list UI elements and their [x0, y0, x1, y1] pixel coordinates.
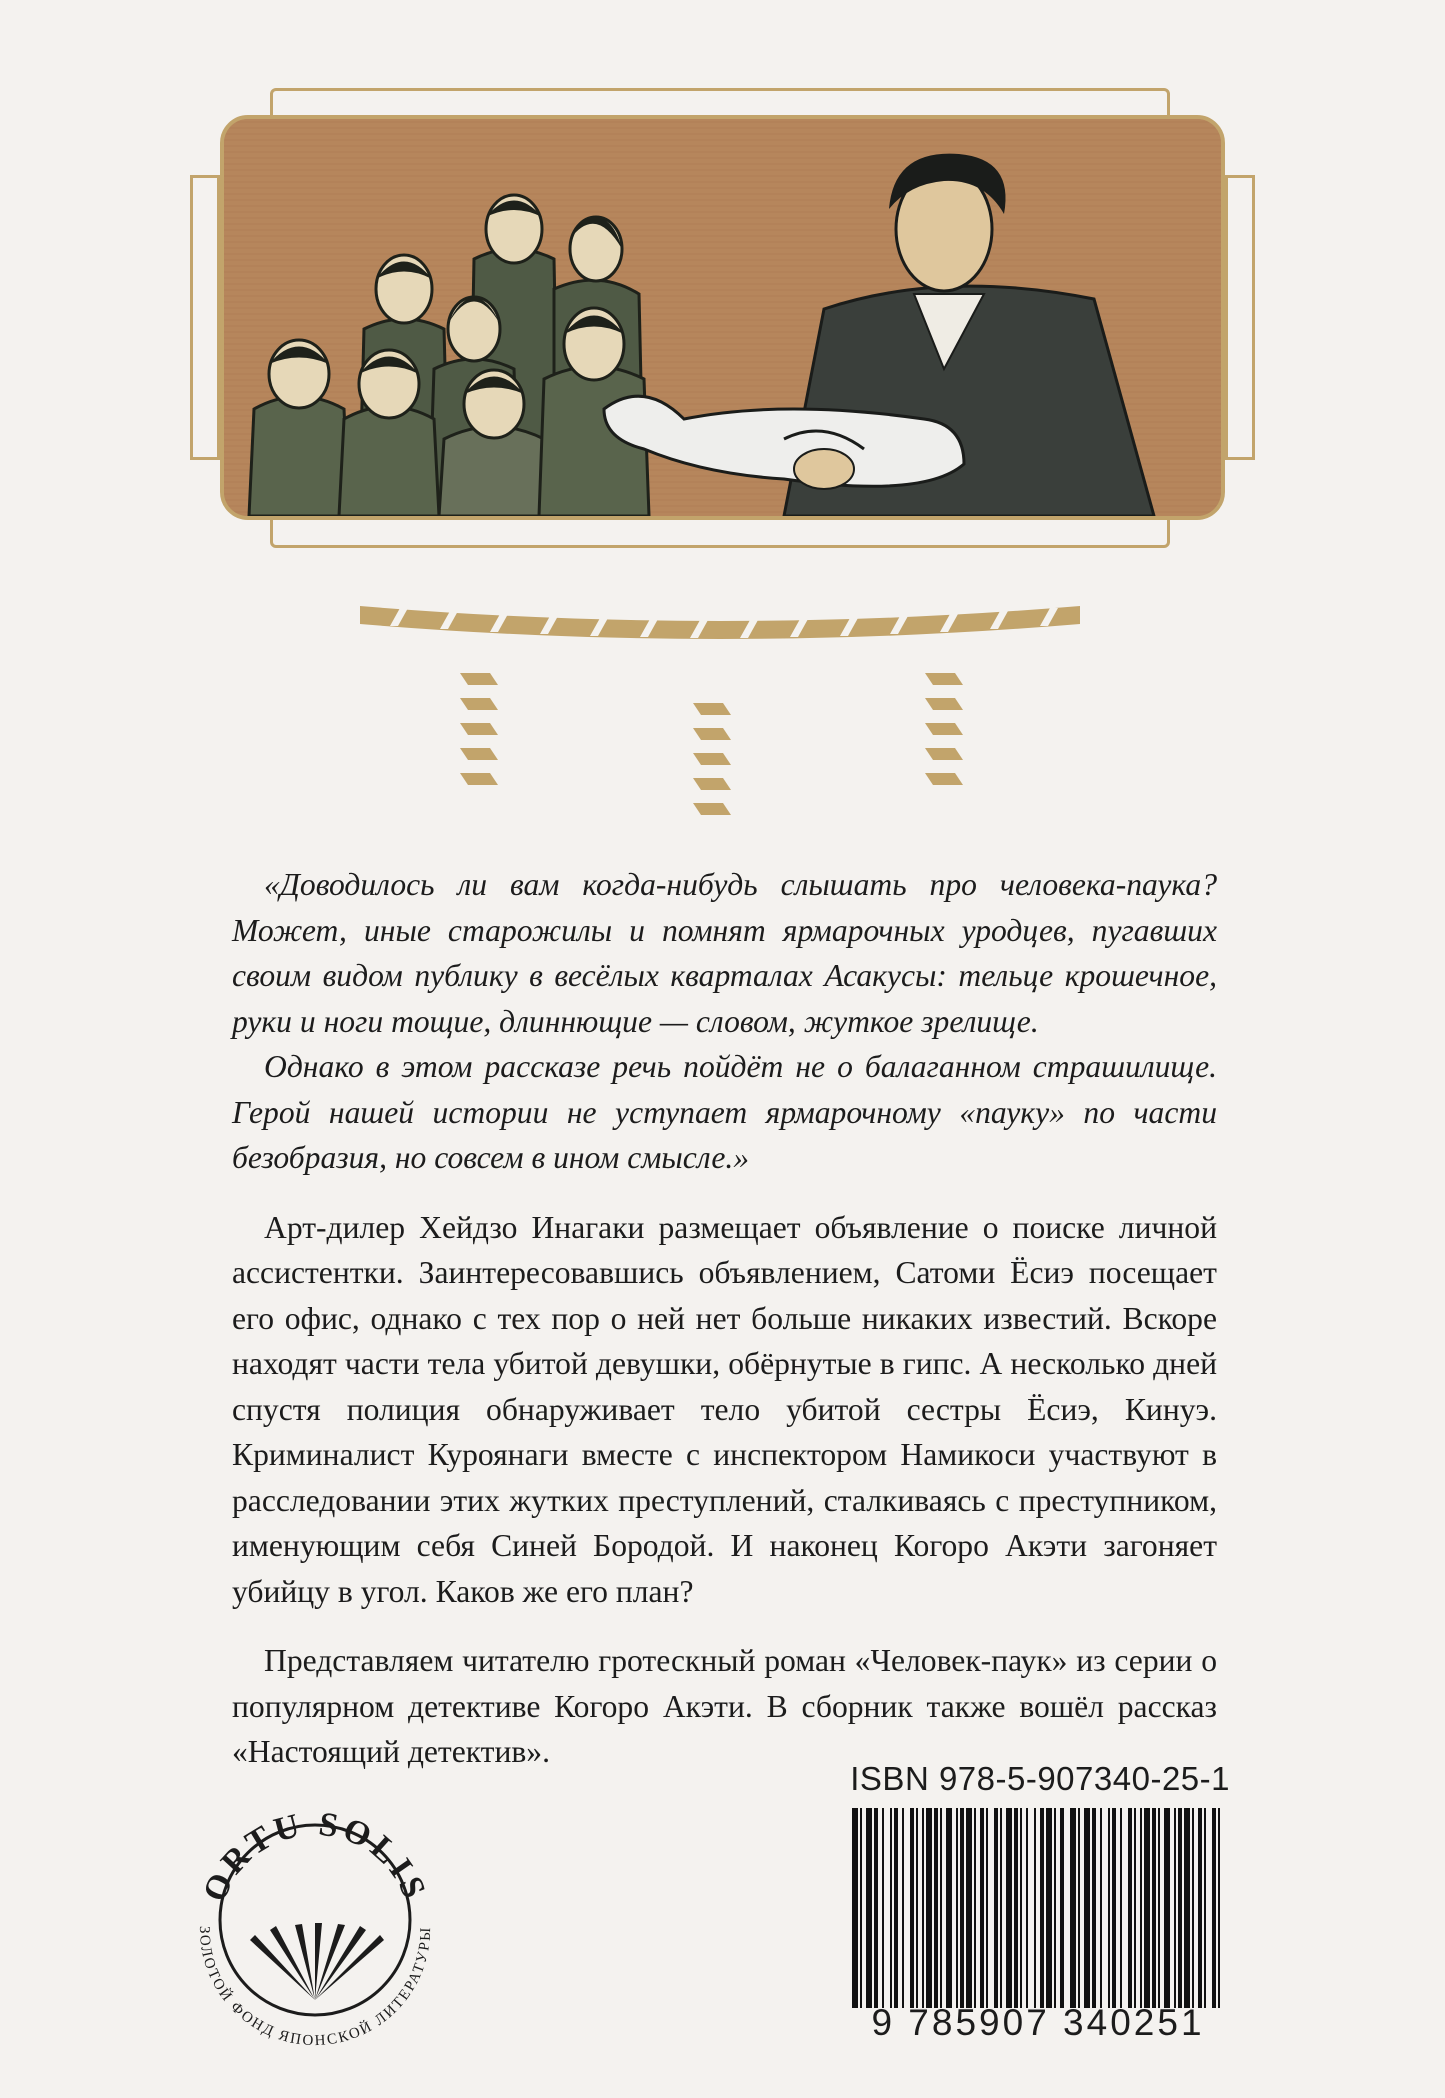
barcode-bar: [1192, 1808, 1194, 2008]
logo-series: ЗОЛОТОЙ ФОНД ЯПОНСКОЙ ЛИТЕРАТУРЫ: [195, 1925, 435, 2050]
barcode-bar: [980, 1808, 984, 2008]
back-cover-text: [232, 862, 1217, 1775]
barcode-bar: [1040, 1808, 1044, 2008]
frame-ear-left: [190, 175, 220, 460]
barcode-bar: [1120, 1808, 1122, 2008]
barcode-bar: [1054, 1808, 1056, 2008]
barcode-bar: [1006, 1808, 1012, 2008]
shide-left: [460, 673, 498, 785]
barcode-bar: [874, 1808, 878, 2008]
shide-center: [693, 703, 731, 815]
barcode-bar: [1060, 1808, 1064, 2008]
barcode-bar: [960, 1808, 964, 2008]
barcode-bar: [974, 1808, 976, 2008]
barcode-bar: [1000, 1808, 1002, 2008]
barcode-bar: [1084, 1808, 1090, 2008]
barcode-bar: [994, 1808, 998, 2008]
shide-right: [925, 673, 963, 785]
barcode-bar: [1014, 1808, 1018, 2008]
barcode-bar: [926, 1808, 932, 2008]
barcode-bar: [934, 1808, 938, 2008]
rope-ornament: [360, 598, 1080, 818]
quote-paragraph-2: Однако в этом рассказе речь пойдёт не о балаганном страшилище. Герой нашей истории не уступает ярмарочному «пауку» по части безобразия, но совсем в ином смысле.»: [232, 1049, 1217, 1175]
barcode-bar: [922, 1808, 924, 2008]
barcode-bar: [946, 1808, 952, 2008]
barcode-bar: [1026, 1808, 1028, 2008]
barcode-bar: [1144, 1808, 1150, 2008]
barcode-bar: [902, 1808, 904, 2008]
barcode-bar: [1034, 1808, 1036, 2008]
blurb-paragraph: Представляем читателю гротескный роман «Человек-паук» из серии о популярном детективе Когоро Акэти. В сборник также вошёл рассказ «Настоящий детектив».: [232, 1643, 1217, 1769]
synopsis-paragraph: Арт-дилер Хейдзо Инагаки размещает объявление о поиске личной ассистентки. Заинтересовавшись объявлением, Сатоми Ёсиэ посещает его офис, однако с тех пор о ней нет больше никаких известий. Вскоре находят части тела убитой девушки, обёрнутые в гипс. А несколько дней спустя полиция обнаруживает тело убитой сестры Ёсиэ, Кинуэ. Криминалист Куроянаги вместе с инспектором Намикоси участвуют в расследовании этих жутких преступлений, сталкиваясь с преступником, именующим себя Синей Бородой. И наконец Когоро Акэти загоняет убийцу в угол. Каков же его план?: [232, 1209, 1217, 1609]
barcode-bar: [910, 1808, 914, 2008]
barcode-bar: [940, 1808, 942, 2008]
cover-illustration: [220, 115, 1225, 520]
ortu-solis-logo: [180, 1780, 450, 2050]
logo-name: ORTU SOLIS: [196, 1805, 434, 1908]
isbn-label: ISBN 978-5-907340-25-1: [850, 1760, 1230, 1797]
barcode-bar: [882, 1808, 884, 2008]
barcode-bar: [916, 1808, 918, 2008]
barcode-bar: [1078, 1808, 1080, 2008]
barcode-bar: [1212, 1808, 1216, 2008]
barcode-bar: [1046, 1808, 1052, 2008]
barcode-bar: [1184, 1808, 1190, 2008]
barcode-bar: [1178, 1808, 1182, 2008]
barcode-bar: [1152, 1808, 1156, 2008]
barcode-bar: [894, 1808, 898, 2008]
barcode-bar: [866, 1808, 872, 2008]
barcode-number: 9 785907 340251: [871, 2002, 1205, 2043]
illustration-art: [224, 119, 1221, 516]
barcode-bar: [1100, 1808, 1102, 2008]
barcode-bar: [1158, 1808, 1160, 2008]
barcode-bar: [1070, 1808, 1076, 2008]
barcode-bar: [1218, 1808, 1220, 2008]
isbn-barcode: [848, 1808, 1228, 2008]
barcode-bar: [1128, 1808, 1132, 2008]
barcode-bar: [860, 1808, 862, 2008]
barcode-bar: [1174, 1808, 1176, 2008]
barcode-bar: [890, 1808, 892, 2008]
barcode-bar: [986, 1808, 988, 2008]
frame-ear-right: [1225, 175, 1255, 460]
barcode-bar: [1204, 1808, 1206, 2008]
barcode-bar: [966, 1808, 972, 2008]
barcode-bar: [1140, 1808, 1142, 2008]
barcode-bar: [1198, 1808, 1202, 2008]
barcode-bar: [1112, 1808, 1116, 2008]
barcode-bar: [1164, 1808, 1170, 2008]
barcode-bar: [956, 1808, 958, 2008]
quote-paragraph-1: «Доводилось ли вам когда-нибудь слышать про человека-паука? Может, иные старожилы и помнят ярмарочных уродцев, пугавших своим видом публику в весёлых кварталах Асакусы: тельце крошечное, руки и ноги тощие, длиннющие — словом, жуткое зрелище.: [232, 867, 1217, 1039]
barcode-bar: [1020, 1808, 1022, 2008]
barcode-bar: [1134, 1808, 1136, 2008]
barcode-bar: [1108, 1808, 1110, 2008]
barcode-bar: [852, 1808, 858, 2008]
barcode-bar: [1092, 1808, 1096, 2008]
